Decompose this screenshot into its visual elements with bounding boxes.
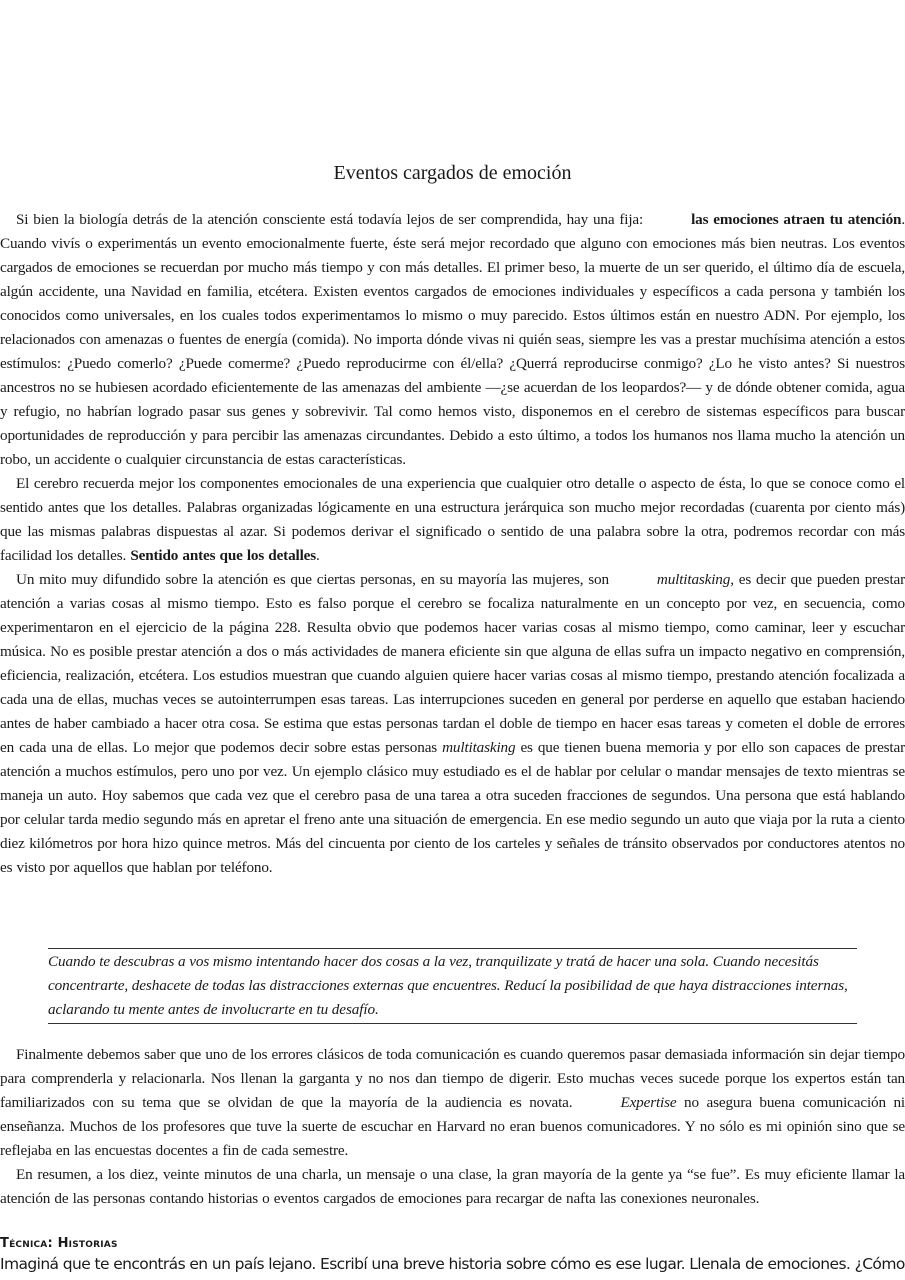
paragraph-communication: Finalmente debemos saber que uno de los errores clásicos de toda comunicación es cuando queremos pasar demasiada información sin dejar tiempo para comprenderla y relacionarla. Nos llenan la garganta y no nos dan tiempo de digerir. Esto muchas veces sucede porque los expertos están tan familiarizados con su tema que se olvidan de que la mayoría de la audiencia es novata. Expertise no asegura buena comunicación ni enseñanza. Muchos de los profesores que tuve la suerte de escuchar en Harvard no eran buenos comunicadores. Y no sólo es mi opinión sino que se reflejaba en las encuestas docentes a fin de cada semestre. bbox=[0, 1046, 905, 1159]
technique-text: Imaginá que te encontrás en un país lejano. Escribí una breve historia sobre cómo es ese lugar. Llenala de emociones. ¿Cómo bbox=[0, 1255, 905, 1273]
emphasis-italic: multitasking bbox=[656, 571, 731, 588]
paragraph-meaning: El cerebro recuerda mejor los componentes emocionales de una experiencia que cualquier otro detalle o aspecto de ésta, lo que se conoce como el sentido antes que los detalles. Palabras organizadas lógicamente en una estructura jerárquica son mucho mejor recordadas (cuarenta por ciento más) que las mismas palabras dispuestas al azar. Si podemos derivar el significado o sentido de una palabra sobre la otra, podremos recordar con más facilidad los detalles. Sentido antes que los detalles. bbox=[0, 475, 905, 564]
paragraph-multitasking: Un mito muy difundido sobre la atención es que ciertas personas, en su mayoría las mujeres, son multitasking, es decir que pueden prestar atención a varias cosas al mismo tiempo. Esto es falso porque el cerebro se focaliza naturalmente en un concepto por vez, en secuencia, como experimentaron en el ejercicio de la página 228. Resulta obvio que podemos hacer varias cosas al mismo tiempo, como caminar, leer y escuchar música. No es posible prestar atención a dos o más actividades de manera eficiente sin que alguna de ellas sufra un impacto negativo en comprensión, eficiencia, realización, etcétera. Los estudios muestran que cuando alguien quiere hacer varias cosas al mismo tiempo, prestando atención focalizada a cada una de ellas, muchas veces se autointerrumpen esas tareas. Las interrupciones suceden en general por perderse en aquello que estaban haciendo antes de haber cambiado a hacer otra cosa. Se estima que estas personas tardan el doble de tiempo en hacer esas tareas y cometen el doble de errores en cada una de ellas. Lo mejor que podemos decir sobre estas personas multitasking es que tienen buena memoria y por ello son capaces de prestar atención a muchos estímulos, pero uno por vez. Un ejemplo clásico muy estudiado es el de hablar por celular o mandar mensajes de texto mientras se maneja un auto. Hoy sabemos que cada vez que el cerebro pasa de una tarea a otra suceden fracciones de segundos. Una persona que está hablando por celular tarda medio segundo más en apretar el freno ante una situación de emergencia. En ese medio segundo un auto que viaja por la ruta a ciento diez kilómetros por hora hizo quince metros. Más del cincuenta por ciento de los carteles y señales de tránsito observados por conductores atentos no es visto por aquellos que hablan por teléfono. bbox=[0, 571, 905, 876]
technique-heading: Técnica: Historias bbox=[0, 1236, 118, 1251]
emphasis-italic: Expertise bbox=[620, 1094, 677, 1111]
emphasis-italic: multitasking bbox=[442, 739, 516, 756]
emphasis-bold: las emociones atraen tu atención bbox=[691, 211, 902, 228]
callout-quote: Cuando te descubras a vos mismo intentando hacer dos cosas a la vez, tranquilizate y tratá de hacer una sola. Cuando necesitás concentrarte, deshacete de todas las distracciones externas que encuentres. Reducí la posibilidad de que haya distracciones internas, aclarando tu mente antes de involucrarte en tu desafío. bbox=[48, 948, 857, 1024]
emphasis-bold: Sentido antes que los detalles bbox=[130, 547, 317, 564]
section-title: Eventos cargados de emoción bbox=[333, 162, 572, 184]
paragraph-emotions: Si bien la biología detrás de la atención consciente está todavía lejos de ser comprendida, hay una fija: las emociones atraen tu atención. Cuando vivís o experimentás un evento emocionalmente fuerte, éste será mejor recordado que alguno con emociones más bien neutras. Los eventos cargados de emociones se recuerdan por mucho más tiempo y con más detalles. El primer beso, la muerte de un ser querido, el último día de escuela, algún accidente, una Navidad en familia, etcétera. Existen eventos cargados de emociones individuales y específicos a cada persona y también los conocidos como universales, en los cuales todos experimentamos lo mismo o muy parecido. Estos últimos están en nuestro ADN. Por ejemplo, los relacionados con amenazas o fuentes de energía (comida). No importa dónde vivas ni quién seas, siempre les vas a prestar muchísima atención a estos estímulos: ¿Puedo comerlo? ¿Puede comerme? ¿Puedo reproducirme con él/ella? ¿Querrá reproducirse conmigo? ¿Lo he visto antes? Si nuestros ancestros no se hubiesen acordado eficientemente de las amenazas del ambiente —¿se acuerdan de los leopardos?— y de dónde obtener comida, agua y refugio, no habrían logrado pasar sus genes y sobrevivir. Tal como hemos visto, disponemos en el cerebro de sistemas específicos para buscar oportunidades de reproducción y para percibir las amenazas circundantes. Debido a esto último, a todos los humanos nos llama mucho la atención un robo, un accidente o cualquier circunstancia de estas características. bbox=[0, 211, 905, 468]
technique-box bbox=[0, 1235, 905, 1275]
body-text-upper bbox=[0, 208, 905, 880]
body-text-lower bbox=[0, 1043, 905, 1211]
paragraph-summary: En resumen, a los diez, veinte minutos de una charla, un mensaje o una clase, la gran mayoría de la gente ya “se fue”. Es muy eficiente llamar la atención de las personas contando historias o eventos cargados de emociones para recargar de nafta las conexiones neuronales. bbox=[0, 1166, 905, 1207]
